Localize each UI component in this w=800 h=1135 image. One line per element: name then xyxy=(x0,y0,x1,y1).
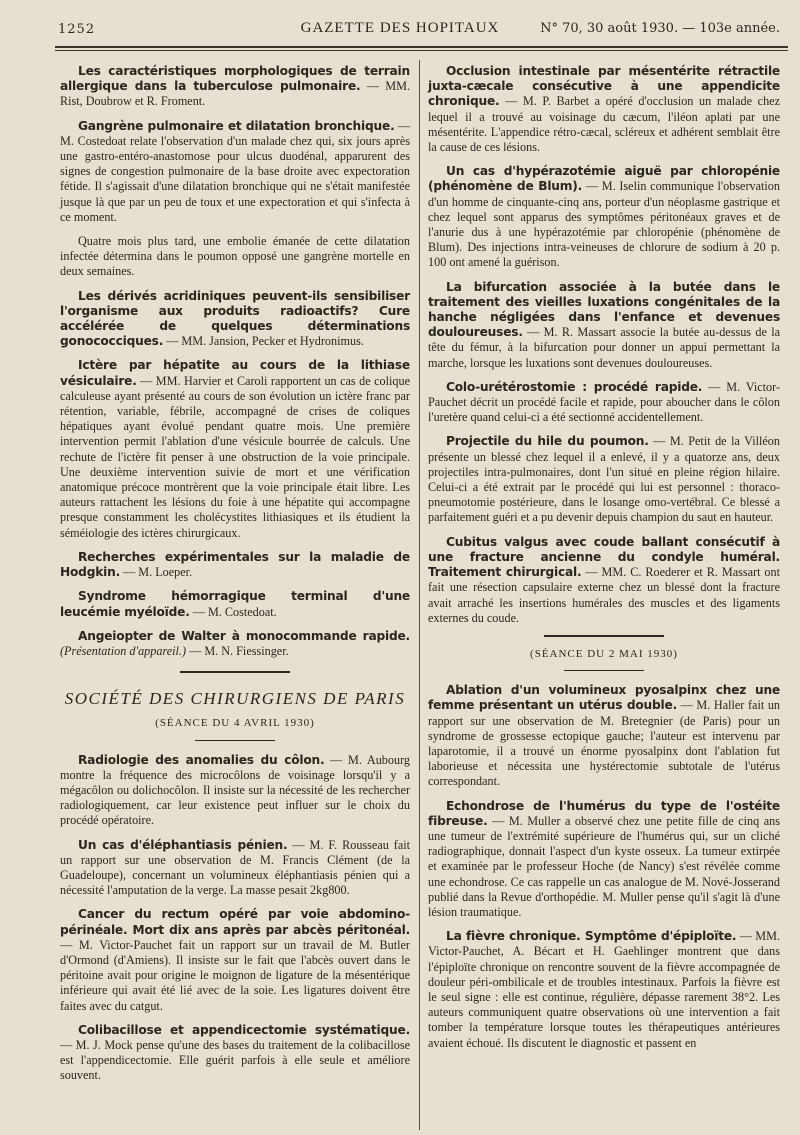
article: Cancer du rectum opéré par voie abdomino-périnéale. Mort dix ans après par abcès péritonéal. — M. Victor-Pauchet fait un rapport sur un travail de M. Butler d'Ormond (d'Amiens). Il insiste sur le fait que l'abcès ouvert dans le péritoine avait pour origine le moignon de ligature de la mésentérique inférieure qui avait été lié avec de la soie. Les ligatures doivent être faites avec du catgut. xyxy=(60,907,410,1013)
article-paragraph: Quatre mois plus tard, une embolie émanée de cette dilatation infectée détermina dans le poumon opposé une gangrène mortelle en deux semaines. xyxy=(60,234,410,279)
left-column xyxy=(60,64,410,1093)
article: Ictère par hépatite au cours de la lithiase vésiculaire. — MM. Harvier et Caroli rapportent un cas de colique calculeuse ayant présenté au cours de son évolution un ictère franc par rétention, variable, fébrile, accompagné de crises de coliques hépatiques ayant évolué pendant quatre mois. Une première intervention permit l'ablation d'une vésicule bourrée de calculs. Une rechute de l'ictère fit penser à une obstruction de la voie principale. Une deuxième intervention suivie de mort et une vérification anatomique précoce montrèrent que la voie principale était libre. Les auteurs rattachent les lésions du foie à une hépatite qui accompagne presque constamment les cholécystites lithiasiques et ils étudient la séméiologie des ictères chirurgicaux. xyxy=(60,358,411,540)
right-column xyxy=(428,64,780,1060)
article: Un cas d'éléphantiasis pénien. — M. F. Rousseau fait un rapport sur une observation de M. Francis Clément (de la Guadeloupe), concernant un volumineux éléphantiasis pénien qui a nécessité l'amputation de la verge. La masse pesait 2kg800. xyxy=(60,837,411,898)
article: Occlusion intestinale par mésentérite rétractile juxta-cæcale consécutive à une appendicite chronique. — M. P. Barbet a opéré d'occlusion un malade chez lequel il a trouvé au voisinage du cæcum, l'iléon aplati par une mésentérite. L'appendice rétro-cæcal, scléreux et adhérent semblait être la cause de ces lésions. xyxy=(428,64,781,155)
article: Les caractéristiques morphologiques de terrain allergique dans la tuberculose pulmonaire. — MM. Rist, Doubrow et R. Froment. xyxy=(60,64,410,109)
society-heading: SOCIÉTÉ DES CHIRURGIENS DE PARIS xyxy=(64,689,406,709)
article: La bifurcation associée à la butée dans le traitement des vieilles luxations congénitales de la hanche négligées dans l'enfance et devenues douloureuses. — M. R. Massart associe la butée au-dessus de la tête du fémur, à la bifurcation pour donner un appui permettant la marche, lorsque les luxations sont devenues douloureuses. xyxy=(428,279,781,370)
page-header xyxy=(0,0,800,60)
article: Echondrose de l'humérus du type de l'ostéite fibreuse. — M. Muller a observé chez une petite fille de cinq ans une tumeur de l'extrémité supérieure de l'humérus qui, sur un cliché radiographique, donnait l'aspect d'un kyste osseux. La tumeur extirpée et examinée par le professeur Hoche (de Nancy) s'est révélée comme une echondrose. Ce cas rappelle un cas analogue de M. Nové-Josserand publié dans la Revue d'orthopédie. M. Muller pense qu'il s'agit là d'une lésion traumatique. xyxy=(428,798,781,919)
article: Colo-urétérostomie : procédé rapide. — M. Victor-Pauchet décrit un procédé facile et rapide, pour aboucher dans le côlon l'uretère quand celui-ci a été sectionné accidentellement. xyxy=(428,379,781,425)
header-rule xyxy=(55,46,788,48)
section-divider xyxy=(180,671,290,673)
article: Syndrome hémorragique terminal d'une leucémie myéloïde. — M. Costedoat. xyxy=(60,589,410,619)
issue-info: N° 70, 30 août 1930. — 103e année. xyxy=(540,21,780,36)
article: Recherches expérimentales sur la maladie de Hodgkin. — M. Loeper. xyxy=(60,549,410,580)
article: Un cas d'hypérazotémie aiguë par chloropénie (phénomène de Blum). — M. Iselin communique l'observation d'un homme de cinquante-cinq ans, porteur d'un néoplasme gastrique et chez lequel sont apparus des symptômes péritonéaux graves et de l'anurie dus à une hypérazotémie par chloropénie (phénomène de Blum). Des injections intra-veineuses de chlorure de sodium à 20 p. 100 ont amené la guérison. xyxy=(428,164,780,270)
article: Cubitus valgus avec coude ballant consécutif à une fracture ancienne du condyle huméral. Traitement chirurgical. — MM. C. Roederer et R. Massart ont fait une résection capsulaire externe chez un blessé dont la fracture avait arraché les insertions humérales des muscles et des ligaments externes du coude. xyxy=(428,534,780,625)
seance-date: (SÉANCE DU 2 MAI 1930) xyxy=(530,647,678,660)
seance-rule xyxy=(195,740,275,741)
column-divider xyxy=(419,60,420,1130)
page-number: 1252 xyxy=(58,22,96,37)
article: Les dérivés acridiniques peuvent-ils sensibiliser l'organisme aux produits radioactifs? Cure accélérée de quelques déterminations gonococciques. — MM. Jansion, Pecker et Hydronimus. xyxy=(60,288,410,349)
article: Ablation d'un volumineux pyosalpinx chez une femme présentant un utérus double. — M. Haller fait un rapport sur une observation de M. Bretegnier (de Paris) pour un syndrome de grossesse ectopique gauche; l'auteur est intervenu par laparotomie, il a trouvé un énorme pyosalpinx dont l'ablation fut laborieuse et nécessita une hystérectomie subtotale de l'utérus correspondant. xyxy=(428,683,781,789)
journal-title: GAZETTE DES HOPITAUX xyxy=(300,20,500,36)
article: La fièvre chronique. Symptôme d'épiploïte. — MM. Victor-Pauchet, A. Bécart et H. Gaehlinger montrent que dans l'épiploïte chronique on rencontre souvent de la fièvre accompagnée de douleur péri-ombilicale et de troubles intestinaux. Parfois la fièvre est le seul signe : elle est continue, régulière, dépasse rarement 38°2. Les auteurs communiquent quatre observations où une intervention a fait tomber la température lorsque toutes les thérapeutiques antérieures avaient échoué. Ils discutent le diagnostic et passent en xyxy=(428,929,780,1050)
article: Colibacillose et appendicectomie systématique. — M. J. Mock pense qu'une des bases du traitement de la colibacillose est l'appendicectomie. Elle guérit parfois à elle seule et améliore souvent. xyxy=(60,1022,410,1083)
seance-rule xyxy=(564,670,644,671)
article: Gangrène pulmonaire et dilatation bronchique. — M. Costedoat relate l'observation d'un malade chez qui, six jours après une gastro-entéro-anastomose pour ulcus duodénal, apparurent des signes de congestion pulmonaire de la base droite avec expectoration fétide. Il s'agissait d'une dilatation bronchique qui ne s'était manifestée jusque là que par un peu de toux et une expectoration et qui s'infecta à ce moment. xyxy=(60,118,411,224)
header-rule-thin xyxy=(55,50,788,51)
article: Radiologie des anomalies du côlon. — M. Aubourg montre la fréquence des microcôlons de voisinage lorsqu'il y a mégacôlon ou dolichocôlon. Il insiste sur la nécessité de les rechercher radiologiquement, car leur existence peut influer sur le choix du procédé opératoire. xyxy=(60,752,411,828)
section-divider xyxy=(544,635,664,637)
seance-date: (SÉANCE DU 4 AVRIL 1930) xyxy=(155,717,315,730)
article: Angeiopter de Walter à monocommande rapide. (Présentation d'appareil.) — M. N. Fiessinger. xyxy=(60,628,410,658)
article: Projectile du hile du poumon. — M. Petit de la Villéon présente un blessé chez lequel il a enlevé, il y a quatorze ans, deux projectiles intra-pulmonaires, dont l'un situé en pleine région hilaire. Celui-ci a été extrait par le procédé qui lui est personnel : thoraco-pneumotomie postérieure, dans le losange omo-vertébral. Ce blessé a parfaitement guéri et a pu devenir depuis champion du saut en hauteur. xyxy=(428,434,780,525)
